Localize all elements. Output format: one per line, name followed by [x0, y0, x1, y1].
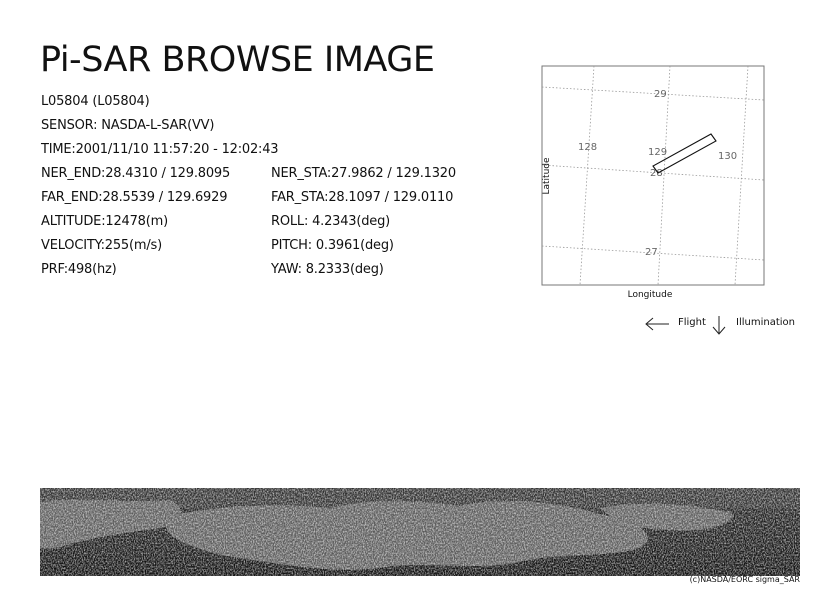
credit-text: (c)NASDA/EORC sigma_SAR [689, 575, 800, 584]
far-end-info: FAR_END:28.5539 / 129.6929 [41, 190, 228, 205]
ner-end-info: NER_END:28.4310 / 129.8095 [41, 166, 231, 181]
altitude-info: ALTITUDE:12478(m) [41, 214, 168, 229]
time-info: TIME:2001/11/10 11:57:20 - 12:02:43 [41, 142, 279, 157]
far-sta-info: FAR_STA:28.1097 / 129.0110 [271, 190, 454, 205]
sar-image-strip [40, 488, 800, 576]
roll-info: ROLL: 4.2343(deg) [271, 214, 390, 229]
lat-label: 28 [650, 168, 663, 179]
pitch-info: PITCH: 0.3961(deg) [271, 238, 394, 253]
latitude-axis-label: Latitude [542, 157, 552, 195]
lat-label: 29 [654, 89, 667, 100]
illumination-label: Illumination [736, 317, 795, 328]
page-title: Pi-SAR BROWSE IMAGE [40, 40, 435, 80]
lon-label: 130 [718, 151, 738, 162]
scene-id: L05804 (L05804) [41, 94, 150, 109]
flight-label: Flight [678, 317, 706, 328]
direction-legend [644, 314, 814, 338]
yaw-info: YAW: 8.2333(deg) [271, 262, 384, 277]
lon-label: 128 [578, 142, 598, 153]
sar-image [40, 488, 800, 576]
location-map-svg [520, 60, 780, 305]
longitude-axis-label: Longitude [627, 290, 673, 300]
location-map [520, 60, 780, 305]
sensor-info: SENSOR: NASDA-L-SAR(VV) [41, 118, 215, 133]
lat-label: 27 [645, 247, 658, 258]
sar-speckle [40, 488, 800, 576]
ner-sta-info: NER_STA:27.9862 / 129.1320 [271, 166, 456, 181]
velocity-info: VELOCITY:255(m/s) [41, 238, 162, 253]
prf-info: PRF:498(hz) [41, 262, 117, 277]
lon-label: 129 [648, 147, 668, 158]
